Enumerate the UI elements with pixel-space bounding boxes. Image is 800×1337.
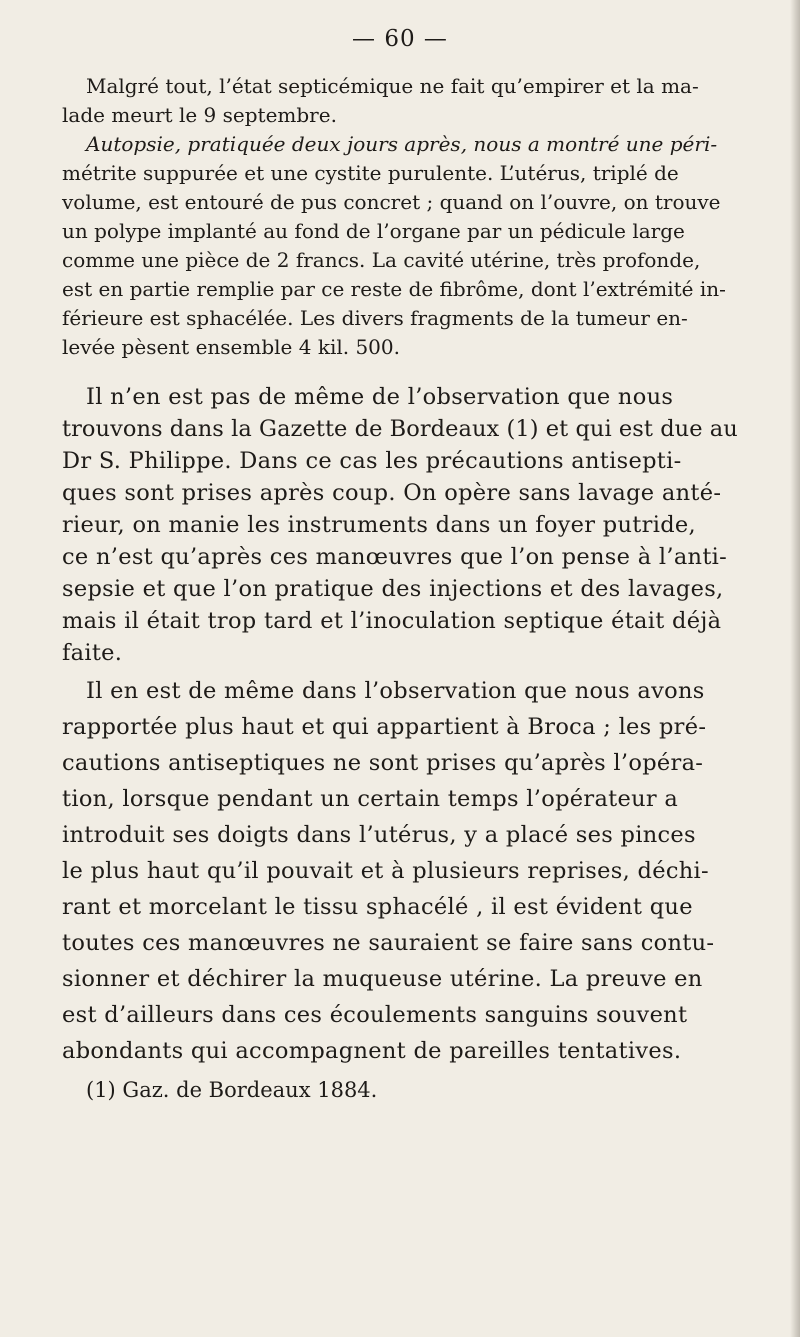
page-number: — 60 — [352, 26, 448, 52]
text-line: ce n’est qu’après ces manœuvres que l’on pense à l’anti- [62, 544, 728, 570]
text-line: abondants qui accompagnent de pareilles tentatives. [62, 1038, 682, 1064]
text-line: métrite suppurée et une cystite purulente. L’utérus, triplé de [62, 161, 679, 185]
text-line: tion, lorsque pendant un certain temps l’opérateur a [62, 786, 679, 812]
text-line: Il en est de même dans l’observation que nous avons [86, 678, 705, 704]
text-line: ques sont prises après coup. On opère sans lavage anté- [62, 480, 722, 506]
footnote: (1) Gaz. de Bordeaux 1884. [86, 1078, 378, 1102]
text-line: sepsie et que l’on pratique des injections et des lavages, [62, 576, 724, 602]
page-edge-shadow [790, 0, 800, 1337]
text-line: rapportée plus haut et qui appartient à Broca ; les pré- [62, 714, 707, 740]
text-line: Il n’en est pas de même de l’observation que nous [86, 384, 674, 410]
text-line: sionner et déchirer la muqueuse utérine. La preuve en [62, 966, 703, 992]
text-line: un polype implanté au fond de l’organe par un pédicule large [62, 219, 685, 243]
text-line: férieure est sphacélée. Les divers fragments de la tumeur en- [62, 306, 688, 330]
text-line: toutes ces manœuvres ne sauraient se faire sans contu- [62, 930, 715, 956]
text-line: rieur, on manie les instruments dans un foyer putride, [62, 512, 696, 538]
text-line: Autopsie, pratiquée deux jours après, nous a montré une péri- [86, 132, 718, 156]
text-line: volume, est entouré de pus concret ; quand on l’ouvre, on trouve [62, 190, 721, 214]
text-line: Malgré tout, l’état septicémique ne fait qu’empirer et la ma- [86, 74, 699, 98]
text-line: mais il était trop tard et l’inoculation septique était déjà [62, 608, 722, 634]
text-line: le plus haut qu’il pouvait et à plusieurs reprises, déchi- [62, 858, 709, 884]
text-line: trouvons dans la Gazette de Bordeaux (1) et qui est due au [62, 416, 738, 442]
text-line: cautions antiseptiques ne sont prises qu’après l’opéra- [62, 750, 704, 776]
text-line: faite. [62, 640, 123, 666]
text-line: rant et morcelant le tissu sphacélé , il est évident que [62, 894, 693, 920]
text-line: levée pèsent ensemble 4 kil. 500. [62, 335, 400, 359]
text-line: comme une pièce de 2 francs. La cavité utérine, très profonde, [62, 248, 701, 272]
text-line: lade meurt le 9 septembre. [62, 103, 337, 127]
text-line: est d’ailleurs dans ces écoulements sanguins souvent [62, 1002, 688, 1028]
text-line: introduit ses doigts dans l’utérus, y a placé ses pinces [62, 822, 696, 848]
text-line: Dr S. Philippe. Dans ce cas les précautions antisepti- [62, 448, 682, 474]
text-line: est en partie remplie par ce reste de fibrôme, dont l’extrémité in- [62, 277, 726, 301]
